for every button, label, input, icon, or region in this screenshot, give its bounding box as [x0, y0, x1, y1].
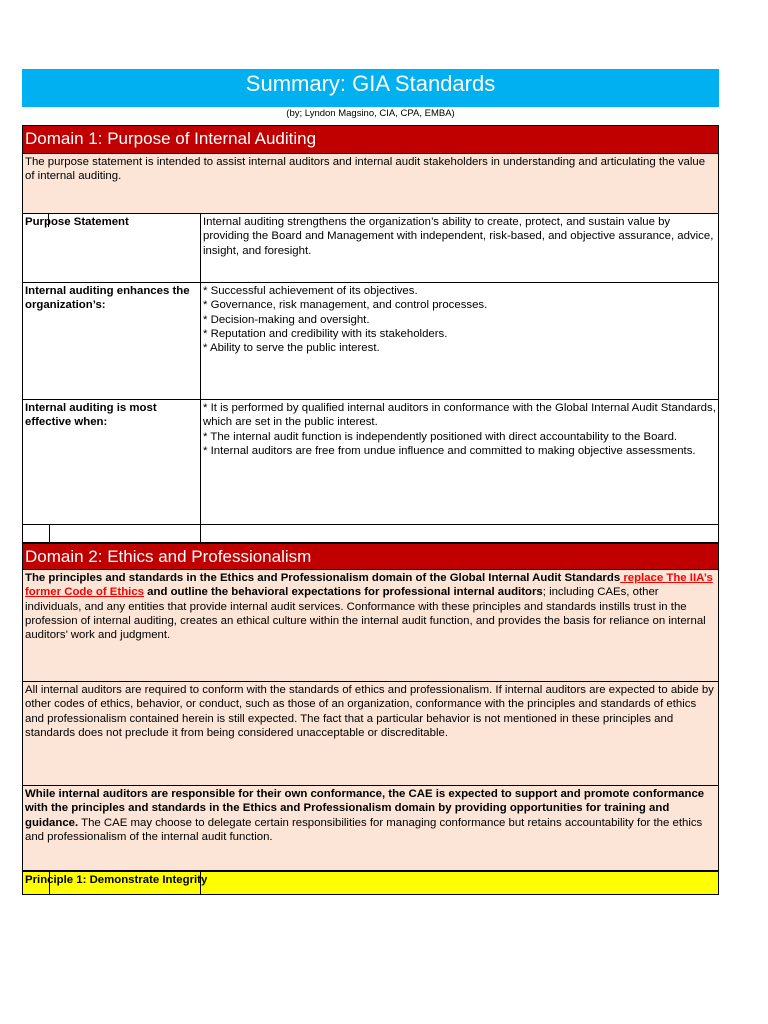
- list-item: * The internal audit function is independently positioned with direct accountability to the Board.: [203, 430, 678, 443]
- enhances-list: [201, 283, 718, 399]
- purpose-statement-value: [201, 214, 718, 282]
- domain2-para1: [25, 571, 716, 642]
- domain2-heading: Domain 2: Ethics and Professionalism: [25, 547, 312, 566]
- column-gridline: [49, 525, 50, 543]
- purpose-statement-label: Purpose Statement: [23, 214, 201, 282]
- list-item: * Reputation and credibility with its stakeholders.: [203, 327, 448, 340]
- column-gridline: [48, 214, 49, 227]
- column-gridline: [200, 525, 201, 543]
- list-item: * Ability to serve the public interest.: [203, 342, 380, 355]
- purpose-statement-text: Internal auditing strengthens the organization’s ability to create, protect, and sustain value by providing the Board and Management with independent, risk-based, and objective assurance, advice, insight, and foresight.: [203, 216, 714, 257]
- domain2-para1-cell: [22, 570, 719, 682]
- domain1-intro-cell: [22, 154, 719, 214]
- domain2-para2: All internal auditors are required to conform with the standards of ethics and professionalism. If internal auditors are expected to abide by other codes of ethics, behavior, or conduct, such as those of an organization, conformance with the principles and standards of ethics and professionalism contained herein is still expected. The fact that a particular behavior is not mentioned in these principles and standards does not preclude it from being considered unacceptable or discreditable.: [25, 684, 714, 739]
- domain2-para3-cell: [22, 786, 719, 871]
- domain2-para2-cell: [22, 682, 719, 786]
- list-item: * Decision-making and oversight.: [203, 313, 370, 326]
- column-gridline: [200, 872, 201, 894]
- author-byline: (by; Lyndon Magsino, CIA, CPA, EMBA): [286, 108, 455, 119]
- document-title: Summary: GIA Standards: [245, 71, 496, 96]
- summary-sheet: [22, 125, 719, 895]
- domain1-intro: The purpose statement is intended to assist internal auditors and internal audit stakeholders in understanding and articulating the value of internal auditing.: [25, 156, 706, 183]
- effective-when-label: Internal auditing is most effective when:: [23, 400, 201, 524]
- para1-bold-start: The principles and standards in the Ethics and Professionalism domain of the Global Internal Audit Standards: [25, 572, 621, 584]
- effective-when-list: [201, 400, 718, 524]
- para3-bold: While internal auditors are responsible for their own conformance, the CAE is expected to support and promote conformance with the principles and standards in the Ethics and Professionalism domain by providing opportunities for training and guidance.: [25, 788, 705, 829]
- list-item: * Internal auditors are free from undue influence and committed to making objective assessments.: [203, 444, 696, 457]
- column-gridline: [49, 872, 50, 894]
- para3-rest: The CAE may choose to delegate certain responsibilities for managing conformance but retains accountability for the ethics and professionalism of the internal audit function.: [25, 816, 703, 843]
- document-title-banner: [22, 69, 719, 107]
- purpose-statement-row: [22, 214, 719, 283]
- list-item: * Successful achievement of its objectives.: [203, 285, 418, 297]
- spacer-row: [22, 525, 719, 543]
- para1-rest: ; including CAEs, other individuals, and any entities that provide internal audit services. Conformance with these principles and standards instills trust in the profession of internal auditing, creates an ethical culture within the internal audit function, and provides the basis for reliance on internal auditors’ work and judgment.: [25, 586, 706, 642]
- domain2-heading-bar: [22, 543, 719, 570]
- enhances-row: [22, 283, 719, 400]
- former-code-of-ethics-link[interactable]: replace The IIA’s former Code of Ethics: [25, 572, 713, 599]
- list-item: * Governance, risk management, and control processes.: [203, 299, 488, 312]
- principle1-row: [22, 871, 719, 895]
- effective-when-row: [22, 400, 719, 525]
- domain2-para3: [25, 787, 716, 844]
- list-item: * It is performed by qualified internal auditors in conformance with the Global Internal Audit Standards, which are set in the public interest.: [203, 402, 716, 429]
- principle1-title: Principle 1: Demonstrate Integrity: [25, 874, 208, 886]
- para1-bold-mid: and outline the behavioral expectations for professional internal auditors: [143, 586, 543, 599]
- domain1-heading: Domain 1: Purpose of Internal Auditing: [25, 129, 317, 148]
- enhances-label: Internal auditing enhances the organization’s:: [23, 283, 201, 399]
- domain1-heading-bar: [22, 125, 719, 154]
